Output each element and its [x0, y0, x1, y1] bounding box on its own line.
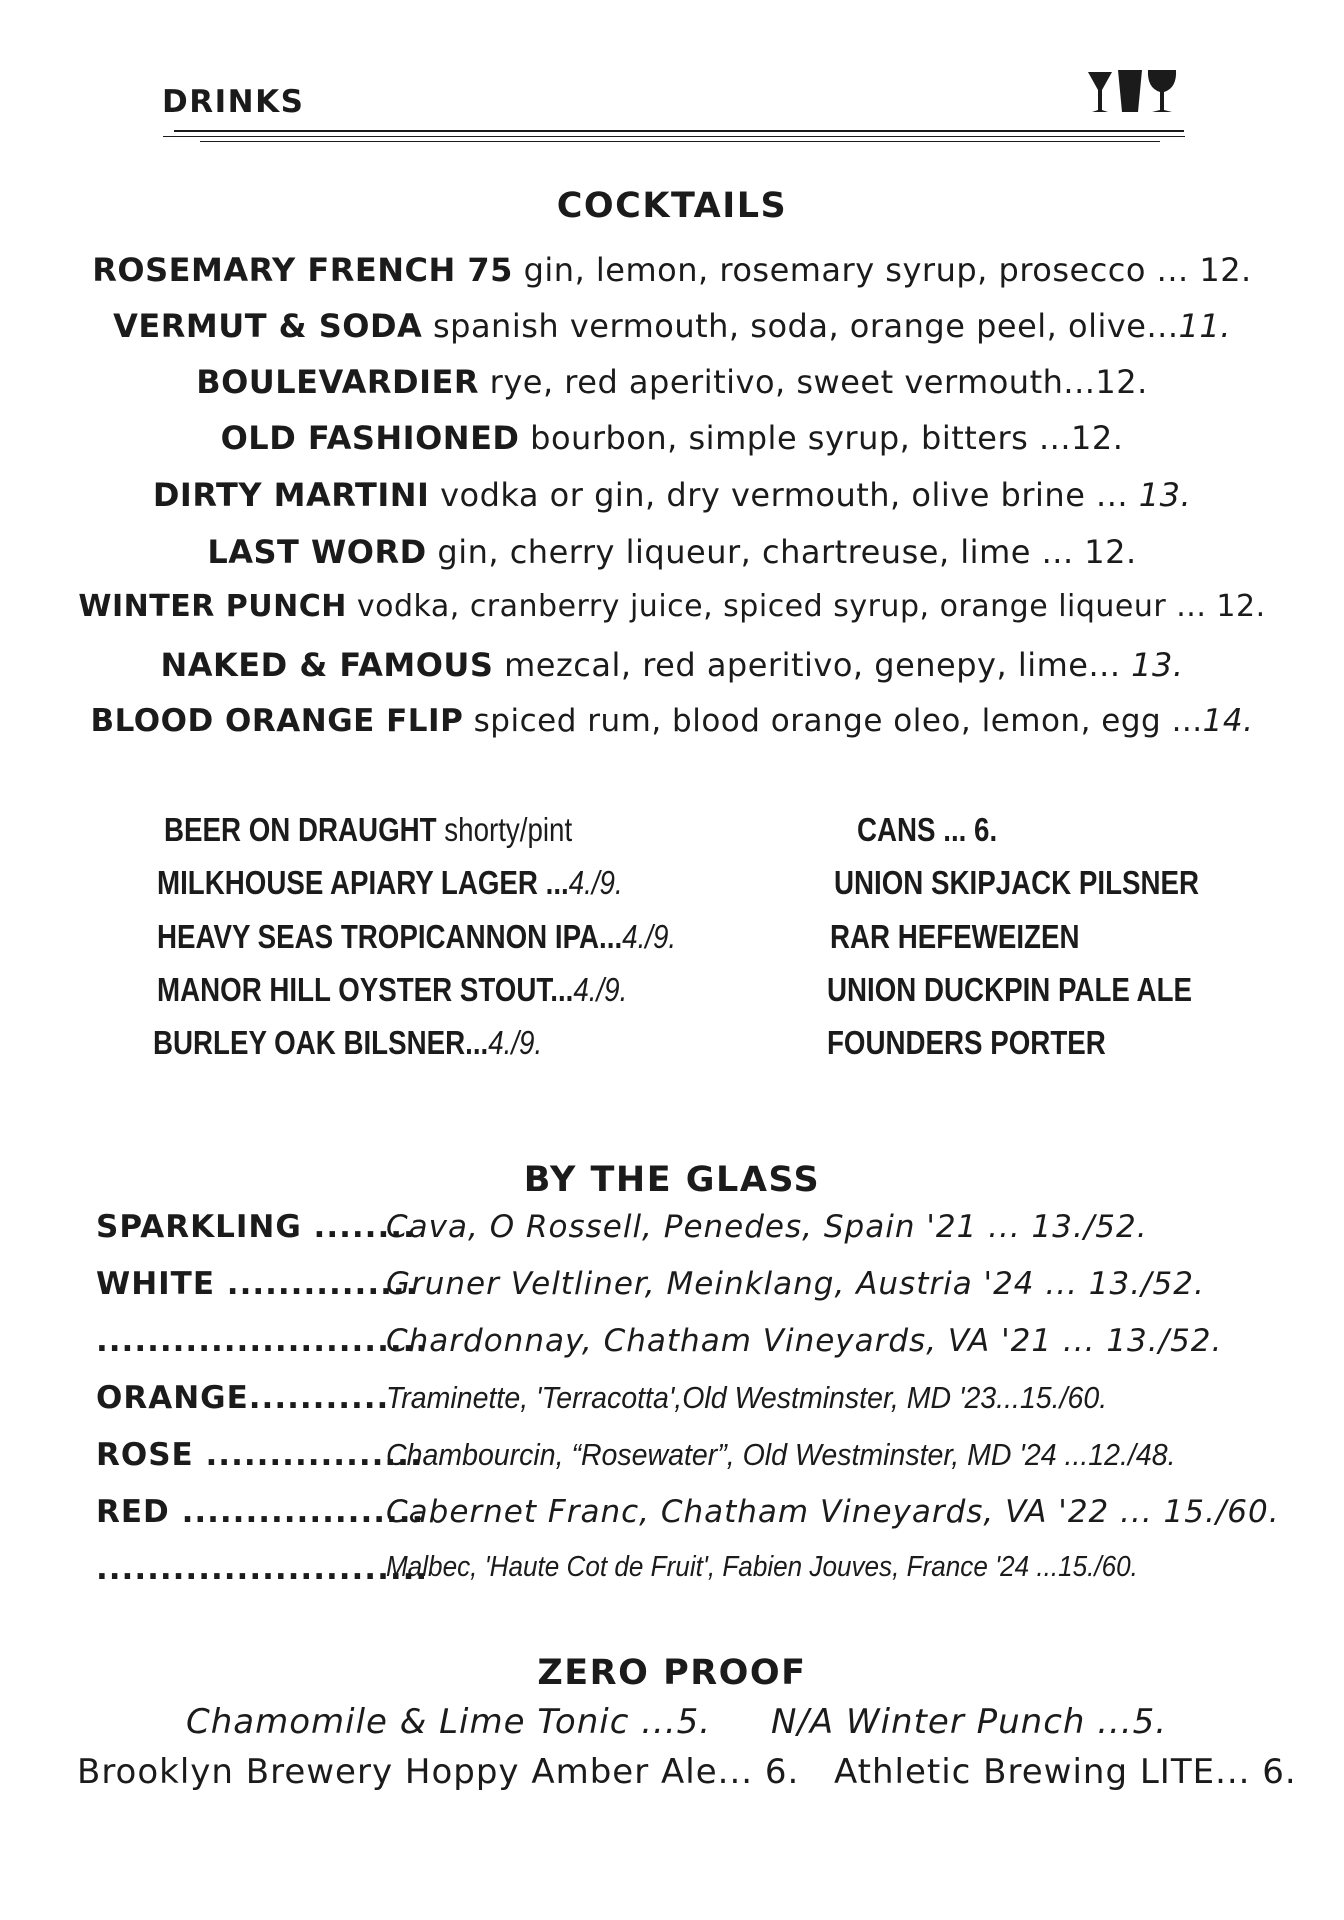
glass-leader-dots: ..........................	[96, 1323, 429, 1359]
zero-proof-item: Chamomile & Lime Tonic ...5.	[186, 1702, 712, 1742]
cocktail-item	[0, 703, 1344, 739]
draught-price: 4./9.	[568, 864, 623, 901]
glass-wine: Traminette, 'Terracotta',Old Westminster, MD '23...15./60.	[386, 1380, 1108, 1415]
draught-item	[153, 1024, 542, 1062]
cocktail-desc: vodka, cranberry juice, spiced syrup, orange liqueur ...	[346, 589, 1217, 624]
cocktail-name: WINTER PUNCH	[78, 589, 347, 624]
cocktail-item	[0, 646, 1344, 684]
cocktail-price: 13.	[1138, 476, 1192, 514]
zero-proof-item: N/A Winter Punch ...5.	[771, 1702, 1168, 1742]
glass-leader-dots: ..........................	[96, 1551, 429, 1587]
cocktail-desc: spiced rum, blood orange oleo, lemon, egg ...	[463, 703, 1203, 739]
draught-subheading: shorty/pint	[436, 811, 573, 848]
cocktail-name: LAST WORD	[207, 533, 427, 571]
can-item: UNION DUCKPIN PALE ALE	[827, 971, 1192, 1008]
header-rule-thin-2	[200, 141, 1160, 142]
cocktail-price: 12.	[1216, 589, 1266, 624]
cocktail-item	[0, 251, 1344, 289]
glass-category	[96, 1437, 423, 1473]
glass-leader-dots: ...........	[248, 1380, 390, 1416]
can-item: RAR HEFEWEIZEN	[830, 918, 1080, 955]
glass-category-label: ROSE	[96, 1437, 194, 1473]
glass-leader-dots: ........	[301, 1209, 416, 1245]
cocktail-price: 12.	[1071, 419, 1124, 457]
cocktail-item	[0, 363, 1344, 401]
draught-heading-label: BEER ON DRAUGHT	[164, 811, 437, 848]
cocktail-price: 12.	[1095, 363, 1148, 401]
glass-category-label: SPARKLING	[96, 1209, 302, 1245]
glass-category	[96, 1266, 418, 1302]
cocktail-item	[0, 533, 1344, 571]
cocktail-desc: vodka or gin, dry vermouth, olive brine ...	[429, 476, 1139, 514]
glass-category-label: WHITE	[96, 1266, 215, 1302]
cocktail-desc: gin, cherry liqueur, chartreuse, lime ...	[426, 533, 1085, 571]
draught-item	[157, 918, 676, 956]
glass-wine: Gruner Veltliner, Meinklang, Austria '24 ... 13./52.	[386, 1266, 1205, 1302]
cocktails-heading: COCKTAILS	[556, 186, 788, 226]
cocktail-price: 11.	[1178, 307, 1231, 345]
cocktail-name: BOULEVARDIER	[196, 363, 479, 401]
cocktail-price: 14.	[1202, 703, 1254, 739]
glass-leader-dots: ...................	[169, 1494, 425, 1530]
cocktail-name: VERMUT & SODA	[113, 307, 423, 345]
can-item: UNION SKIPJACK PILSNER	[834, 864, 1200, 901]
draught-price: 4./9.	[622, 918, 677, 955]
glass-leader-dots: .................	[193, 1437, 423, 1473]
draught-item	[157, 864, 623, 902]
draught-name: MANOR HILL OYSTER STOUT...	[157, 971, 574, 1008]
cocktail-item	[0, 419, 1344, 457]
draught-name: HEAVY SEAS TROPICANNON IPA...	[157, 918, 623, 955]
cans-heading: CANS ... 6.	[857, 811, 998, 848]
header-rule-thin	[163, 136, 1185, 137]
glass-category	[96, 1494, 424, 1530]
glass-wine: Malbec, 'Haute Cot de Fruit', Fabien Jouves, France '24 ...15./60.	[386, 1551, 1138, 1583]
cocktail-desc: spanish vermouth, soda, orange peel, olive...	[422, 307, 1179, 345]
glass-category-label: RED	[96, 1494, 170, 1530]
header-rule	[174, 130, 1184, 132]
zero-proof-heading: ZERO PROOF	[537, 1653, 807, 1693]
cocktail-price: 12.	[1084, 533, 1137, 571]
glass-category	[96, 1551, 428, 1587]
draught-name: MILKHOUSE APIARY LAGER ...	[157, 864, 569, 901]
cocktail-name: OLD FASHIONED	[220, 419, 520, 457]
can-item: FOUNDERS PORTER	[827, 1024, 1106, 1061]
cocktail-desc: mezcal, red aperitivo, genepy, lime...	[493, 646, 1132, 684]
glass-category-label: ORANGE	[96, 1380, 249, 1416]
draught-item	[157, 971, 627, 1009]
cocktail-name: DIRTY MARTINI	[152, 476, 430, 514]
zero-proof-item: Athletic Brewing LITE... 6.	[834, 1752, 1297, 1792]
glass-category	[96, 1323, 428, 1359]
cocktail-name: BLOOD ORANGE FLIP	[90, 703, 464, 739]
glass-category	[96, 1380, 389, 1416]
draught-price: 4./9.	[488, 1024, 543, 1061]
glassware-icon	[1086, 66, 1182, 122]
draught-heading	[164, 811, 572, 849]
cocktail-desc: rye, red aperitivo, sweet vermouth...	[479, 363, 1096, 401]
cocktail-desc: bourbon, simple syrup, bitters ...	[519, 419, 1071, 457]
glass-leader-dots: ...............	[215, 1266, 419, 1302]
cocktail-price: 13.	[1131, 646, 1184, 684]
cocktail-name: NAKED & FAMOUS	[160, 646, 494, 684]
glass-wine: Cabernet Franc, Chatham Vineyards, VA '22 ... 15./60.	[386, 1494, 1280, 1530]
by-the-glass-heading: BY THE GLASS	[523, 1160, 821, 1200]
cocktail-price: 12.	[1199, 251, 1252, 289]
draught-price: 4./9.	[573, 971, 628, 1008]
cocktail-item	[0, 589, 1344, 624]
cocktail-item	[0, 476, 1344, 514]
glass-wine: Cava, O Rossell, Penedes, Spain '21 ... 13./52.	[386, 1209, 1148, 1245]
cocktail-name: ROSEMARY FRENCH 75	[92, 251, 513, 289]
draught-name: BURLEY OAK BILSNER...	[153, 1024, 489, 1061]
cocktail-desc: gin, lemon, rosemary syrup, prosecco ...	[512, 251, 1200, 289]
glass-wine: Chardonnay, Chatham Vineyards, VA '21 ... 13./52.	[386, 1323, 1223, 1359]
glass-wine: Chambourcin, “Rosewater”, Old Westminster, MD '24 ...12./48.	[386, 1437, 1176, 1472]
cocktail-item	[0, 307, 1344, 345]
zero-proof-item: Brooklyn Brewery Hoppy Amber Ale... 6.	[77, 1752, 800, 1792]
menu-title: DRINKS	[162, 84, 305, 120]
glass-category	[96, 1209, 416, 1245]
